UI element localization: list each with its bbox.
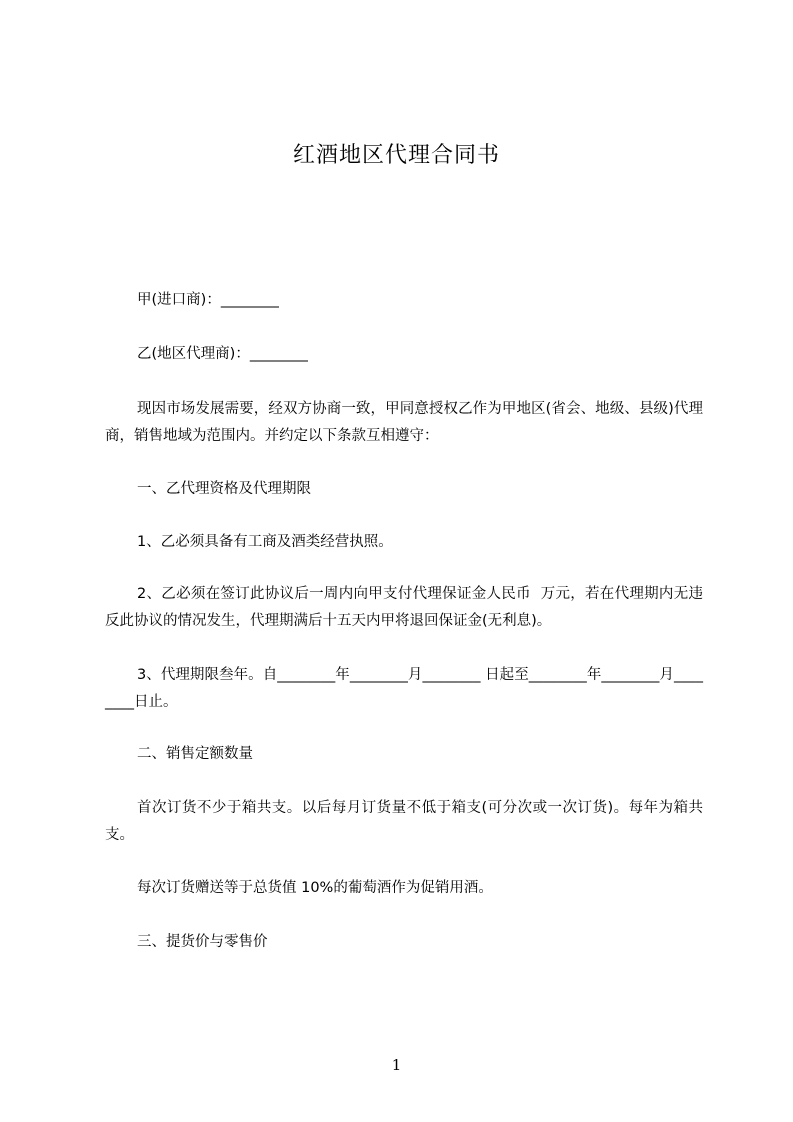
clause-2-1: 首次订货不少于箱共支。以后每月订货量不低于箱支(可分次或一次订货)。每年为箱共支。 [105,800,703,843]
clause-2-2: 每次订货赠送等于总货值 10%的葡萄酒作为促销用酒。 [137,880,493,896]
document-title: 红酒地区代理合同书 [292,143,500,168]
party-b-line: 乙(地区代理商)：________ [137,346,308,362]
party-a-line: 甲(进口商)：________ [137,292,279,308]
clause-1-3: 3、代理期限叁年。自________年________月________ 日起至________年________月________日止。 [105,667,703,710]
section-heading-2: 二、销售定额数量 [137,746,253,762]
page-number: 1 [391,1056,402,1074]
preamble-paragraph: 现因市场发展需要，经双方协商一致，甲同意授权乙作为甲地区(省会、地级、县级)代理商，销售地域为范围内。并约定以下条款互相遵守： [105,401,703,444]
section-heading-1: 一、乙代理资格及代理期限 [137,481,311,497]
clause-1-1: 1、乙必须具备有工商及酒类经营执照。 [137,534,393,550]
clause-1-2: 2、乙必须在签订此协议后一周内向甲支付代理保证金人民币 万元，若在代理期内无违反此协议的情况发生，代理期满后十五天内甲将退回保证金(无利息)。 [105,586,703,629]
section-heading-3: 三、提货价与零售价 [137,934,268,950]
